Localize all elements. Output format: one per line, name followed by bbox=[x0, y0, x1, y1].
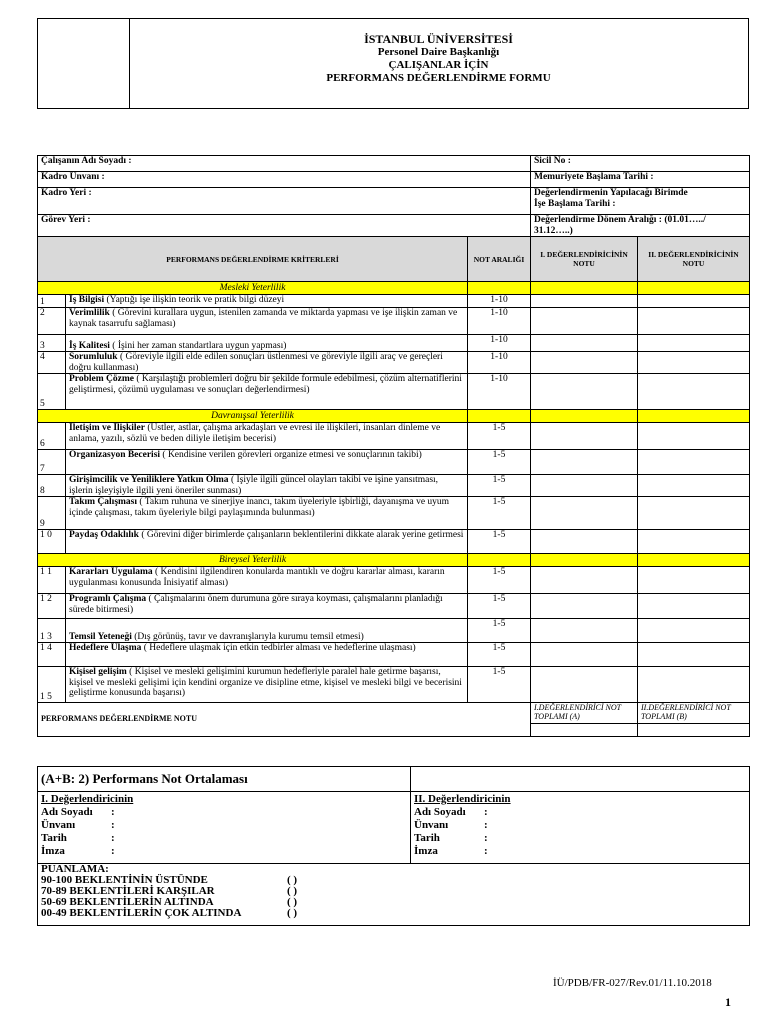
first-evaluator-score[interactable] bbox=[531, 567, 638, 594]
criteria-range: 1-5 bbox=[468, 619, 531, 643]
first-total-label: I.DEĞERLENDİRİCİ NOT TOPLAMI (A) bbox=[531, 703, 638, 724]
criteria-title: İş Kalitesi bbox=[69, 340, 110, 351]
criteria-number: 8 bbox=[38, 475, 66, 497]
criteria-number: 1 0 bbox=[38, 530, 66, 554]
first-evaluator-score[interactable] bbox=[531, 374, 638, 410]
second-evaluator-score[interactable] bbox=[638, 450, 750, 475]
criteria-number: 1 2 bbox=[38, 594, 66, 619]
second-total-label: II.DEĞERLENDİRİCİ NOT TOPLAMI (B) bbox=[638, 703, 750, 724]
first-evaluator-block[interactable]: I. Değerlendiricinin Adı Soyadı : Ünvanı : Tarih : İmza : bbox=[38, 792, 411, 864]
criteria-row bbox=[38, 335, 750, 352]
second-evaluator-score[interactable] bbox=[638, 335, 750, 352]
second-evaluator-score[interactable] bbox=[638, 594, 750, 619]
criteria-title: Takım Çalışması bbox=[69, 497, 138, 507]
criteria-range: 1-10 bbox=[468, 374, 531, 410]
scale-checkbox[interactable]: ( ) bbox=[287, 874, 298, 886]
page-number: 1 bbox=[725, 995, 731, 1009]
criteria-row bbox=[38, 567, 750, 594]
employee-name-field[interactable]: Çalışanın Adı Soyadı : bbox=[38, 156, 531, 172]
criteria-number: 4 bbox=[38, 352, 66, 374]
section-bireysel: Bireysel Yeterlilik bbox=[38, 554, 468, 567]
criteria-desc: ( Hedeflere ulaşmak için etkin tedbirler alması ve hedeflerine ulaşması) bbox=[141, 643, 416, 653]
average-label: (A+B: 2) Performans Not Ortalaması bbox=[38, 767, 411, 792]
criteria-range: 1-5 bbox=[468, 530, 531, 554]
first-evaluator-score[interactable] bbox=[531, 497, 638, 530]
criteria-range: 1-5 bbox=[468, 643, 531, 667]
criteria-number: 1 bbox=[38, 295, 66, 308]
criteria-row bbox=[38, 667, 750, 703]
form-header bbox=[37, 18, 749, 109]
second-date-label: Tarih bbox=[414, 832, 440, 844]
scoring-scale bbox=[38, 864, 750, 926]
second-evaluator-score[interactable] bbox=[638, 374, 750, 410]
criteria-row bbox=[38, 308, 750, 335]
criteria-title: Verimlilik bbox=[69, 308, 110, 318]
first-evaluator-header: I. DEĞERLENDİRİCİNİN NOTU bbox=[531, 237, 638, 282]
criteria-number: 1 4 bbox=[38, 643, 66, 667]
criteria-desc: ( Çalışmalarını önem durumuna göre sıraya koyması, çalışmalarını planladığı sürede bitirmesi) bbox=[69, 594, 443, 615]
criteria-text bbox=[66, 567, 468, 594]
criteria-desc: ( Karşılaştığı problemleri doğru bir şekilde formule edebilmesi, çözüm alternatiflerini geliştirmesi, çözümü uygulaması ve sonuçları değerlendirmesi) bbox=[69, 374, 462, 395]
criteria-title: Organizasyon Becerisi bbox=[69, 450, 161, 460]
for-employees: ÇALIŞANLAR İÇİN bbox=[388, 59, 489, 71]
scale-title: PUANLAMA: bbox=[41, 863, 109, 875]
criteria-text bbox=[66, 594, 468, 619]
first-title-label: Ünvanı bbox=[41, 819, 76, 831]
second-evaluator-score[interactable] bbox=[638, 567, 750, 594]
criteria-number: 9 bbox=[38, 497, 66, 530]
kadro-yeri-field[interactable]: Kadro Yeri : bbox=[38, 188, 531, 215]
second-evaluator-title: II. Değerlendiricinin bbox=[414, 793, 511, 805]
criteria-header: PERFORMANS DEĞERLENDİRME KRİTERLERİ bbox=[38, 237, 468, 282]
second-evaluator-score[interactable] bbox=[638, 643, 750, 667]
first-name-label: Adı Soyadı bbox=[41, 806, 93, 818]
criteria-row bbox=[38, 450, 750, 475]
first-evaluator-score[interactable] bbox=[531, 594, 638, 619]
scale-label: 70-89 BEKLENTİLERİ KARŞILAR bbox=[41, 885, 215, 897]
criteria-range: 1-5 bbox=[468, 450, 531, 475]
second-evaluator-score[interactable] bbox=[638, 308, 750, 335]
first-evaluator-score[interactable] bbox=[531, 295, 638, 308]
second-name-label: Adı Soyadı bbox=[414, 806, 466, 818]
second-evaluator-block[interactable]: II. Değerlendiricinin Adı Soyadı : Ünvanı : Tarih : İmza : bbox=[411, 792, 750, 864]
criteria-text bbox=[66, 295, 468, 308]
logo-cell bbox=[38, 19, 130, 108]
criteria-row bbox=[38, 530, 750, 554]
criteria-text bbox=[66, 423, 468, 450]
criteria-row bbox=[38, 423, 750, 450]
ise-baslama-label: İşe Başlama Tarihi : bbox=[534, 198, 616, 209]
scale-items bbox=[41, 875, 746, 919]
criteria-row bbox=[38, 295, 750, 308]
criteria-number: 5 bbox=[38, 374, 66, 410]
header-titles bbox=[129, 33, 748, 85]
criteria-row bbox=[38, 374, 750, 410]
birim-field[interactable] bbox=[531, 188, 750, 215]
criteria-row bbox=[38, 352, 750, 374]
criteria-title: Problem Çözme bbox=[69, 374, 134, 384]
criteria-title: İş Bilgisi bbox=[69, 295, 105, 305]
criteria-range: 1-5 bbox=[468, 594, 531, 619]
evaluators-table bbox=[37, 766, 750, 926]
first-total-input[interactable] bbox=[531, 724, 638, 737]
criteria-number: 7 bbox=[38, 450, 66, 475]
criteria-title: Programlı Çalışma bbox=[69, 594, 147, 604]
criteria-range: 1-5 bbox=[468, 423, 531, 450]
criteria-text bbox=[66, 374, 468, 410]
criteria-title: Hedeflere Ulaşma bbox=[69, 643, 142, 653]
criteria-title: Temsil Yeteneği bbox=[69, 631, 132, 642]
criteria-group-davranissal bbox=[38, 423, 750, 554]
section-mesleki: Mesleki Yeterlilik bbox=[38, 282, 468, 295]
criteria-text bbox=[66, 352, 468, 374]
criteria-text bbox=[66, 619, 468, 643]
scale-label: 90-100 BEKLENTİNİN ÜSTÜNDE bbox=[41, 874, 208, 886]
criteria-text bbox=[66, 530, 468, 554]
criteria-desc: ( İşiyle ilgili güncel olayları takibi ve işine yansıtması, işlerin işleyişiyle ilgili yeni öneriler sunması) bbox=[69, 475, 439, 496]
form-title: PERFORMANS DEĞERLENDİRME FORMU bbox=[326, 72, 551, 84]
criteria-text bbox=[66, 667, 468, 703]
second-evaluator-score[interactable] bbox=[638, 475, 750, 497]
criteria-text bbox=[66, 643, 468, 667]
department-name: Personel Daire Başkanlığı bbox=[377, 46, 500, 58]
lower-section bbox=[37, 766, 749, 926]
criteria-desc: ( Kendisine verilen görevleri organize etmesi ve sonuçlarının takibi) bbox=[160, 450, 422, 460]
second-evaluator-score[interactable] bbox=[638, 497, 750, 530]
criteria-desc: ( Kişisel ve mesleki gelişimini kurumun hedefleriyle paralel hale getirme başarısı, kişisel ve mesleki gelişimi için kendini organize ve disipline etme, kişisel ve mesleki bilgi ve becerisini geliştirme konusunda başarısı) bbox=[69, 667, 462, 698]
criteria-text bbox=[66, 450, 468, 475]
first-evaluator-score[interactable] bbox=[531, 643, 638, 667]
scale-checkbox[interactable]: ( ) bbox=[287, 896, 298, 908]
second-title-label: Ünvanı bbox=[414, 819, 449, 831]
criteria-desc: ( Göreviyle ilgili elde edilen sonuçları üstlenmesi ve göreviyle ilgili araç ve gereçleri doğru kullanması) bbox=[69, 352, 443, 373]
criteria-range: 1-5 bbox=[468, 567, 531, 594]
main-form bbox=[37, 155, 749, 737]
criteria-text bbox=[66, 497, 468, 530]
first-evaluator-score[interactable] bbox=[531, 450, 638, 475]
second-evaluator-score[interactable] bbox=[638, 423, 750, 450]
sicil-field[interactable]: Sicil No : bbox=[531, 156, 750, 172]
range-header: NOT ARALIĞI bbox=[468, 237, 531, 282]
criteria-range: 1-5 bbox=[468, 667, 531, 703]
criteria-title: Kişisel gelişim bbox=[69, 667, 127, 677]
criteria-desc: (Dış görünüş, tavır ve davranışlarıyla kurumu temsil etmesi) bbox=[131, 631, 364, 642]
donem-field[interactable]: Değerlendirme Dönem Aralığı : (01.01…../ 31.12…..) bbox=[531, 215, 750, 237]
second-evaluator-score[interactable] bbox=[638, 295, 750, 308]
criteria-text bbox=[66, 335, 468, 352]
criteria-table bbox=[37, 155, 750, 737]
first-evaluator-score[interactable] bbox=[531, 335, 638, 352]
first-evaluator-title: I. Değerlendiricinin bbox=[41, 793, 134, 805]
criteria-number: 1 1 bbox=[38, 567, 66, 594]
criteria-range: 1-5 bbox=[468, 497, 531, 530]
criteria-number: 1 5 bbox=[38, 667, 66, 703]
criteria-range: 1-10 bbox=[468, 335, 531, 352]
second-signature-label: İmza bbox=[414, 845, 438, 857]
criteria-text bbox=[66, 475, 468, 497]
criteria-number: 3 bbox=[38, 335, 66, 352]
criteria-desc: ( Görevini diğer birimlerde çalışanların beklentilerini dikkate alarak yerine getirmesi bbox=[138, 530, 464, 540]
criteria-desc: ( Kendisini ilgilendiren konularda mantıklı ve doğru kararlar alması, kararın uygulanması konusunda İnisiyatif alması) bbox=[69, 567, 445, 588]
criteria-group-bireysel bbox=[38, 567, 750, 703]
criteria-desc: (Yaptığı işe ilişkin teorik ve pratik bilgi düzeyi bbox=[104, 295, 285, 305]
first-evaluator-score[interactable] bbox=[531, 530, 638, 554]
first-date-label: Tarih bbox=[41, 832, 67, 844]
second-evaluator-score[interactable] bbox=[638, 530, 750, 554]
scale-label: 00-49 BEKLENTİLERİN ÇOK ALTINDA bbox=[41, 907, 242, 919]
gorev-yeri-field[interactable]: Görev Yeri : bbox=[38, 215, 531, 237]
criteria-number: 2 bbox=[38, 308, 66, 335]
second-evaluator-score[interactable] bbox=[638, 352, 750, 374]
performance-score-label: PERFORMANS DEĞERLENDİRME NOTU bbox=[38, 703, 531, 737]
criteria-desc: ( Takım ruhuna ve sinerjiye inancı, takım üyeleriyle işbirliği, dayanışma ve uyum içinde çalışması, takım üyeleriyle bilgi paylaşımında bulunması) bbox=[69, 497, 450, 518]
section-davranissal: Davranışsal Yeterlilik bbox=[38, 410, 468, 423]
criteria-row bbox=[38, 619, 750, 643]
criteria-text bbox=[66, 308, 468, 335]
criteria-title: Sorumluluk bbox=[69, 352, 118, 362]
criteria-row bbox=[38, 497, 750, 530]
criteria-group-mesleki bbox=[38, 295, 750, 410]
second-evaluator-header: II. DEĞERLENDİRİCİNİN NOTU bbox=[638, 237, 750, 282]
second-evaluator-score[interactable] bbox=[638, 619, 750, 643]
criteria-desc: ( Görevini kurallara uygun, istenilen zamanda ve miktarda yapması ve işe ilişkin zaman ve kaynak tasarrufu sağlaması) bbox=[69, 308, 458, 329]
first-evaluator-score[interactable] bbox=[531, 308, 638, 335]
criteria-row bbox=[38, 594, 750, 619]
average-input[interactable] bbox=[411, 767, 750, 792]
criteria-number: 1 3 bbox=[38, 619, 66, 643]
memuriyet-field[interactable]: Memuriyete Başlama Tarihi : bbox=[531, 172, 750, 188]
criteria-range: 1-10 bbox=[468, 352, 531, 374]
criteria-title: Paydaş Odaklılık bbox=[69, 530, 139, 540]
criteria-number: 6 bbox=[38, 423, 66, 450]
scale-label: 50-69 BEKLENTİLERİN ALTINDA bbox=[41, 896, 214, 908]
criteria-title: İletişim ve İlişkiler bbox=[69, 423, 145, 433]
first-signature-label: İmza bbox=[41, 845, 65, 857]
criteria-range: 1-10 bbox=[468, 308, 531, 335]
criteria-desc: ( İşini her zaman standartlara uygun yapması) bbox=[109, 340, 287, 351]
first-evaluator-score[interactable] bbox=[531, 475, 638, 497]
criteria-row bbox=[38, 475, 750, 497]
university-name: İSTANBUL ÜNİVERSİTESİ bbox=[364, 32, 513, 46]
criteria-title: Kararları Uygulama bbox=[69, 567, 153, 577]
first-evaluator-score[interactable] bbox=[531, 423, 638, 450]
criteria-title: Girişimcilik ve Yeniliklere Yatkın Olma bbox=[69, 475, 229, 485]
criteria-desc: (Üstler, astlar, çalışma arkadaşları ve evresi ile ilişkileri, insanları dinleme ve anlama, yazılı, sözlü ve beden diliyle iletişim becerisi) bbox=[69, 423, 441, 444]
first-evaluator-score[interactable] bbox=[531, 352, 638, 374]
criteria-range: 1-5 bbox=[468, 475, 531, 497]
criteria-range: 1-10 bbox=[468, 295, 531, 308]
first-evaluator-score[interactable] bbox=[531, 667, 638, 703]
criteria-row bbox=[38, 643, 750, 667]
scale-item bbox=[41, 908, 746, 919]
scale-checkbox[interactable]: ( ) bbox=[287, 885, 298, 897]
second-evaluator-score[interactable] bbox=[638, 667, 750, 703]
scale-checkbox[interactable]: ( ) bbox=[287, 907, 298, 919]
first-evaluator-score[interactable] bbox=[531, 619, 638, 643]
second-total-input[interactable] bbox=[638, 724, 750, 737]
birim-label: Değerlendirmenin Yapılacağı Birimde bbox=[534, 188, 688, 198]
form-code: İÜ/PDB/FR-027/Rev.01/11.10.2018 bbox=[553, 977, 712, 989]
kadro-unvani-field[interactable]: Kadro Ünvanı : bbox=[38, 172, 531, 188]
